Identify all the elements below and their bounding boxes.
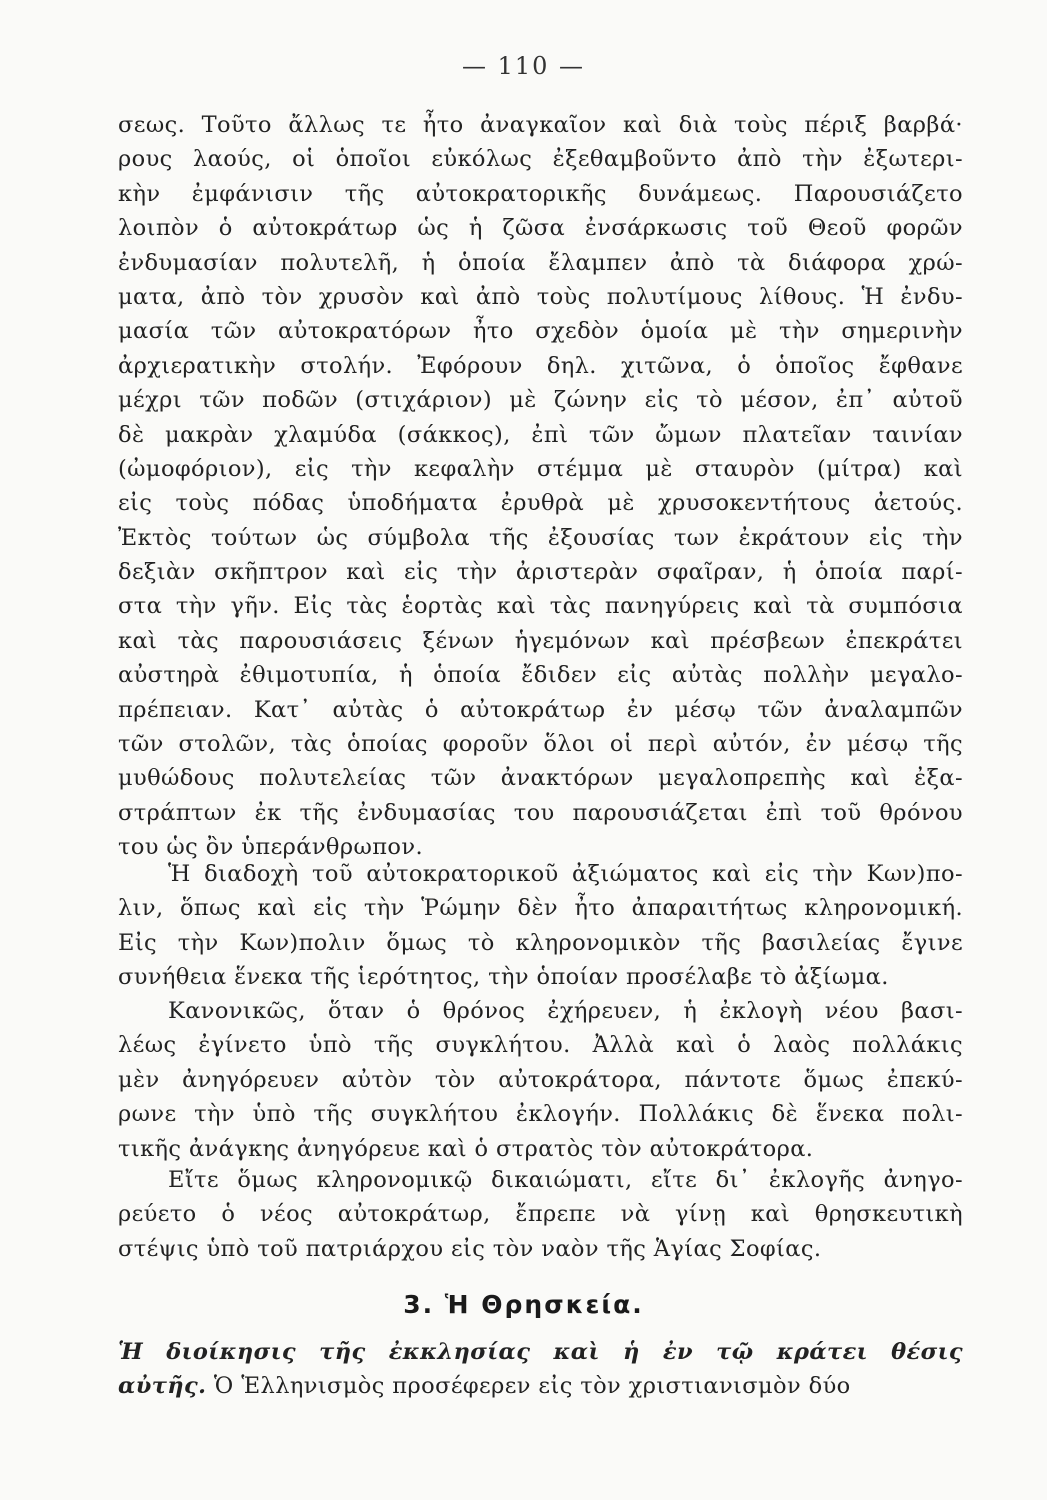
text-line: (ὠμοφόριον), εἰς τὴν κεφαλὴν στέμμα μὲ σταυρὸν (μίτρα) καὶ — [118, 455, 963, 482]
text-line: Ἐκτὸς τούτων ὡς σύμβολα τῆς ἐξουσίας των ἐκράτουν εἰς τὴν — [118, 524, 963, 551]
text-line: λιν, ὅπως καὶ εἰς τὴν Ῥώμην δὲν ἦτο ἀπαραιτήτως κληρονομική. — [118, 895, 963, 922]
text-line: Ἡ διαδοχὴ τοῦ αὐτοκρατορικοῦ ἀξιώματος καὶ εἰς τὴν Κων)πο- — [168, 861, 963, 887]
text-line: ρωνε τὴν ὑπὸ τῆς συγκλήτου ἐκλογήν. Πολλάκις δὲ ἕνεκα πολι- — [118, 1101, 963, 1128]
text-line: στα τὴν γῆν. Εἰς τὰς ἑορτὰς καὶ τὰς πανηγύρεις καὶ τὰ συμπόσια — [118, 593, 963, 620]
text-line: Εἰς τὴν Κων)πολιν ὅμως τὸ κληρονομικὸν τῆς βασιλείας ἔγινε — [118, 929, 963, 956]
text-line: λέως ἐγίνετο ὑπὸ τῆς συγκλήτου. Ἀλλὰ καὶ ὁ λαὸς πολλάκις — [118, 1032, 963, 1059]
paragraph-3 — [118, 994, 963, 1166]
text-line: λοιπὸν ὁ αὐτοκράτωρ ὡς ἡ ζῶσα ἐνσάρκωσις τοῦ Θεοῦ φορῶν — [118, 215, 963, 242]
text-line: τικῆς ἀνάγκης ἀνηγόρευε καὶ ὁ στρατὸς τὸν αὐτοκράτορα. — [118, 1135, 814, 1162]
paragraph-2 — [118, 857, 963, 995]
text-line: τῶν στολῶν, τὰς ὁποίας φοροῦν ὅλοι οἱ περὶ αὐτόν, ἐν μέσῳ τῆς — [118, 731, 963, 758]
text-line: Κανονικῶς, ὅταν ὁ θρόνος ἐχήρευεν, ἡ ἐκλογὴ νέου βασι- — [168, 998, 963, 1024]
text-line: Εἴτε ὅμως κληρονομικῷ δικαιώματι, εἴτε δι᾽ ἐκλογῆς ἀνηγο- — [168, 1167, 963, 1193]
text-line: δὲ μακρὰν χλαμύδα (σάκκος), ἐπὶ τῶν ὤμων πλατεῖαν ταινίαν — [118, 421, 963, 448]
section-heading: 3. Ἡ Θρησκεία. — [403, 1290, 644, 1319]
text-line: μυθώδους πολυτελείας τῶν ἀνακτόρων μεγαλοπρεπὴς καὶ ἐξα- — [118, 765, 963, 792]
text-line: σεως. Τοῦτο ἄλλως τε ἦτο ἀναγκαῖον καὶ διὰ τοὺς πέριξ βαρβά· — [118, 112, 963, 138]
section-intro-paragraph — [118, 1335, 963, 1404]
text-line: ἐνδυμασίαν πολυτελῆ, ἡ ὁποία ἔλαμπεν ἀπὸ τὰ διάφορα χρώ- — [118, 249, 963, 276]
subheading-end: αὐτῆς. — [118, 1373, 207, 1400]
text-line: μὲν ἀνηγόρευεν αὐτὸν τὸν αὐτοκράτορα, πάντοτε ὅμως ἐπεκύ- — [118, 1066, 963, 1093]
text-line: μέχρι τῶν ποδῶν (στιχάριον) μὲ ζώνην εἰς τὸ μέσον, ἐπ᾽ αὐτοῦ — [118, 387, 963, 414]
text-line: μασία τῶν αὐτοκρατόρων ἦτο σχεδὸν ὁμοία μὲ τὴν σημερινὴν — [118, 318, 963, 345]
text-line: ἀρχιερατικὴν στολήν. Ἐφόρουν δηλ. χιτῶνα, ὁ ὁποῖος ἔφθανε — [118, 352, 963, 379]
text-line: καὶ τὰς παρουσιάσεις ξένων ἡγεμόνων καὶ πρέσβεων ἐπεκράτει — [118, 627, 963, 654]
text-line: ματα, ἀπὸ τὸν χρυσὸν καὶ ἀπὸ τοὺς πολυτίμους λίθους. Ἡ ἐνδυ- — [118, 283, 963, 310]
text-line: αὐστηρὰ ἐθιμοτυπία, ἡ ὁποία ἔδιδεν εἰς αὐτὰς πολλὴν μεγαλο- — [118, 662, 963, 689]
text-line: συνήθεια ἕνεκα τῆς ἱερότητος, τὴν ὁποίαν προσέλαβε τὸ ἀξίωμα. — [118, 964, 889, 991]
paragraph-1 — [118, 108, 963, 865]
text-line: κὴν ἐμφάνισιν τῆς αὐτοκρατορικῆς δυνάμεως. Παρουσιάζετο — [118, 180, 963, 207]
text-line: δεξιὰν σκῆπτρον καὶ εἰς τὴν ἀριστερὰν σφαῖραν, ἡ ὁποία παρί- — [118, 559, 963, 586]
text-continuation: Ὁ Ἑλληνισμὸς προσέφερεν εἰς τὸν χριστιανισμὸν δύο — [206, 1373, 851, 1400]
text-line — [118, 1369, 963, 1403]
subheading-line: Ἡ διοίκησις τῆς ἐκκλησίας καὶ ἡ ἐν τῷ κράτει θέσις — [118, 1339, 963, 1365]
text-line: εἰς τοὺς πόδας ὑποδήματα ἐρυθρὰ μὲ χρυσοκεντήτους ἀετούς. — [118, 490, 963, 517]
text-line: στράπτων ἐκ τῆς ἐνδυμασίας του παρουσιάζεται ἐπὶ τοῦ θρόνου — [118, 799, 963, 826]
paragraph-4 — [118, 1163, 963, 1266]
text-line: ρους λαούς, οἱ ὁποῖοι εὐκόλως ἐξεθαμβοῦντο ἀπὸ τὴν ἐξωτερι- — [118, 146, 963, 173]
text-line: ρεύετο ὁ νέος αὐτοκράτωρ, ἔπρεπε νὰ γίνῃ καὶ θρησκευτικὴ — [118, 1201, 963, 1228]
text-line: του ὡς ὂν ὑπεράνθρωπον. — [118, 834, 424, 861]
text-line: στέψις ὑπὸ τοῦ πατριάρχου εἰς τὸν ναὸν τῆς Ἁγίας Σοφίας. — [118, 1235, 822, 1262]
text-line: πρέπειαν. Κατ᾽ αὐτὰς ὁ αὐτοκράτωρ ἐν μέσῳ τῶν ἀναλαμπῶν — [118, 696, 963, 723]
page-number: — 110 — — [461, 52, 586, 80]
